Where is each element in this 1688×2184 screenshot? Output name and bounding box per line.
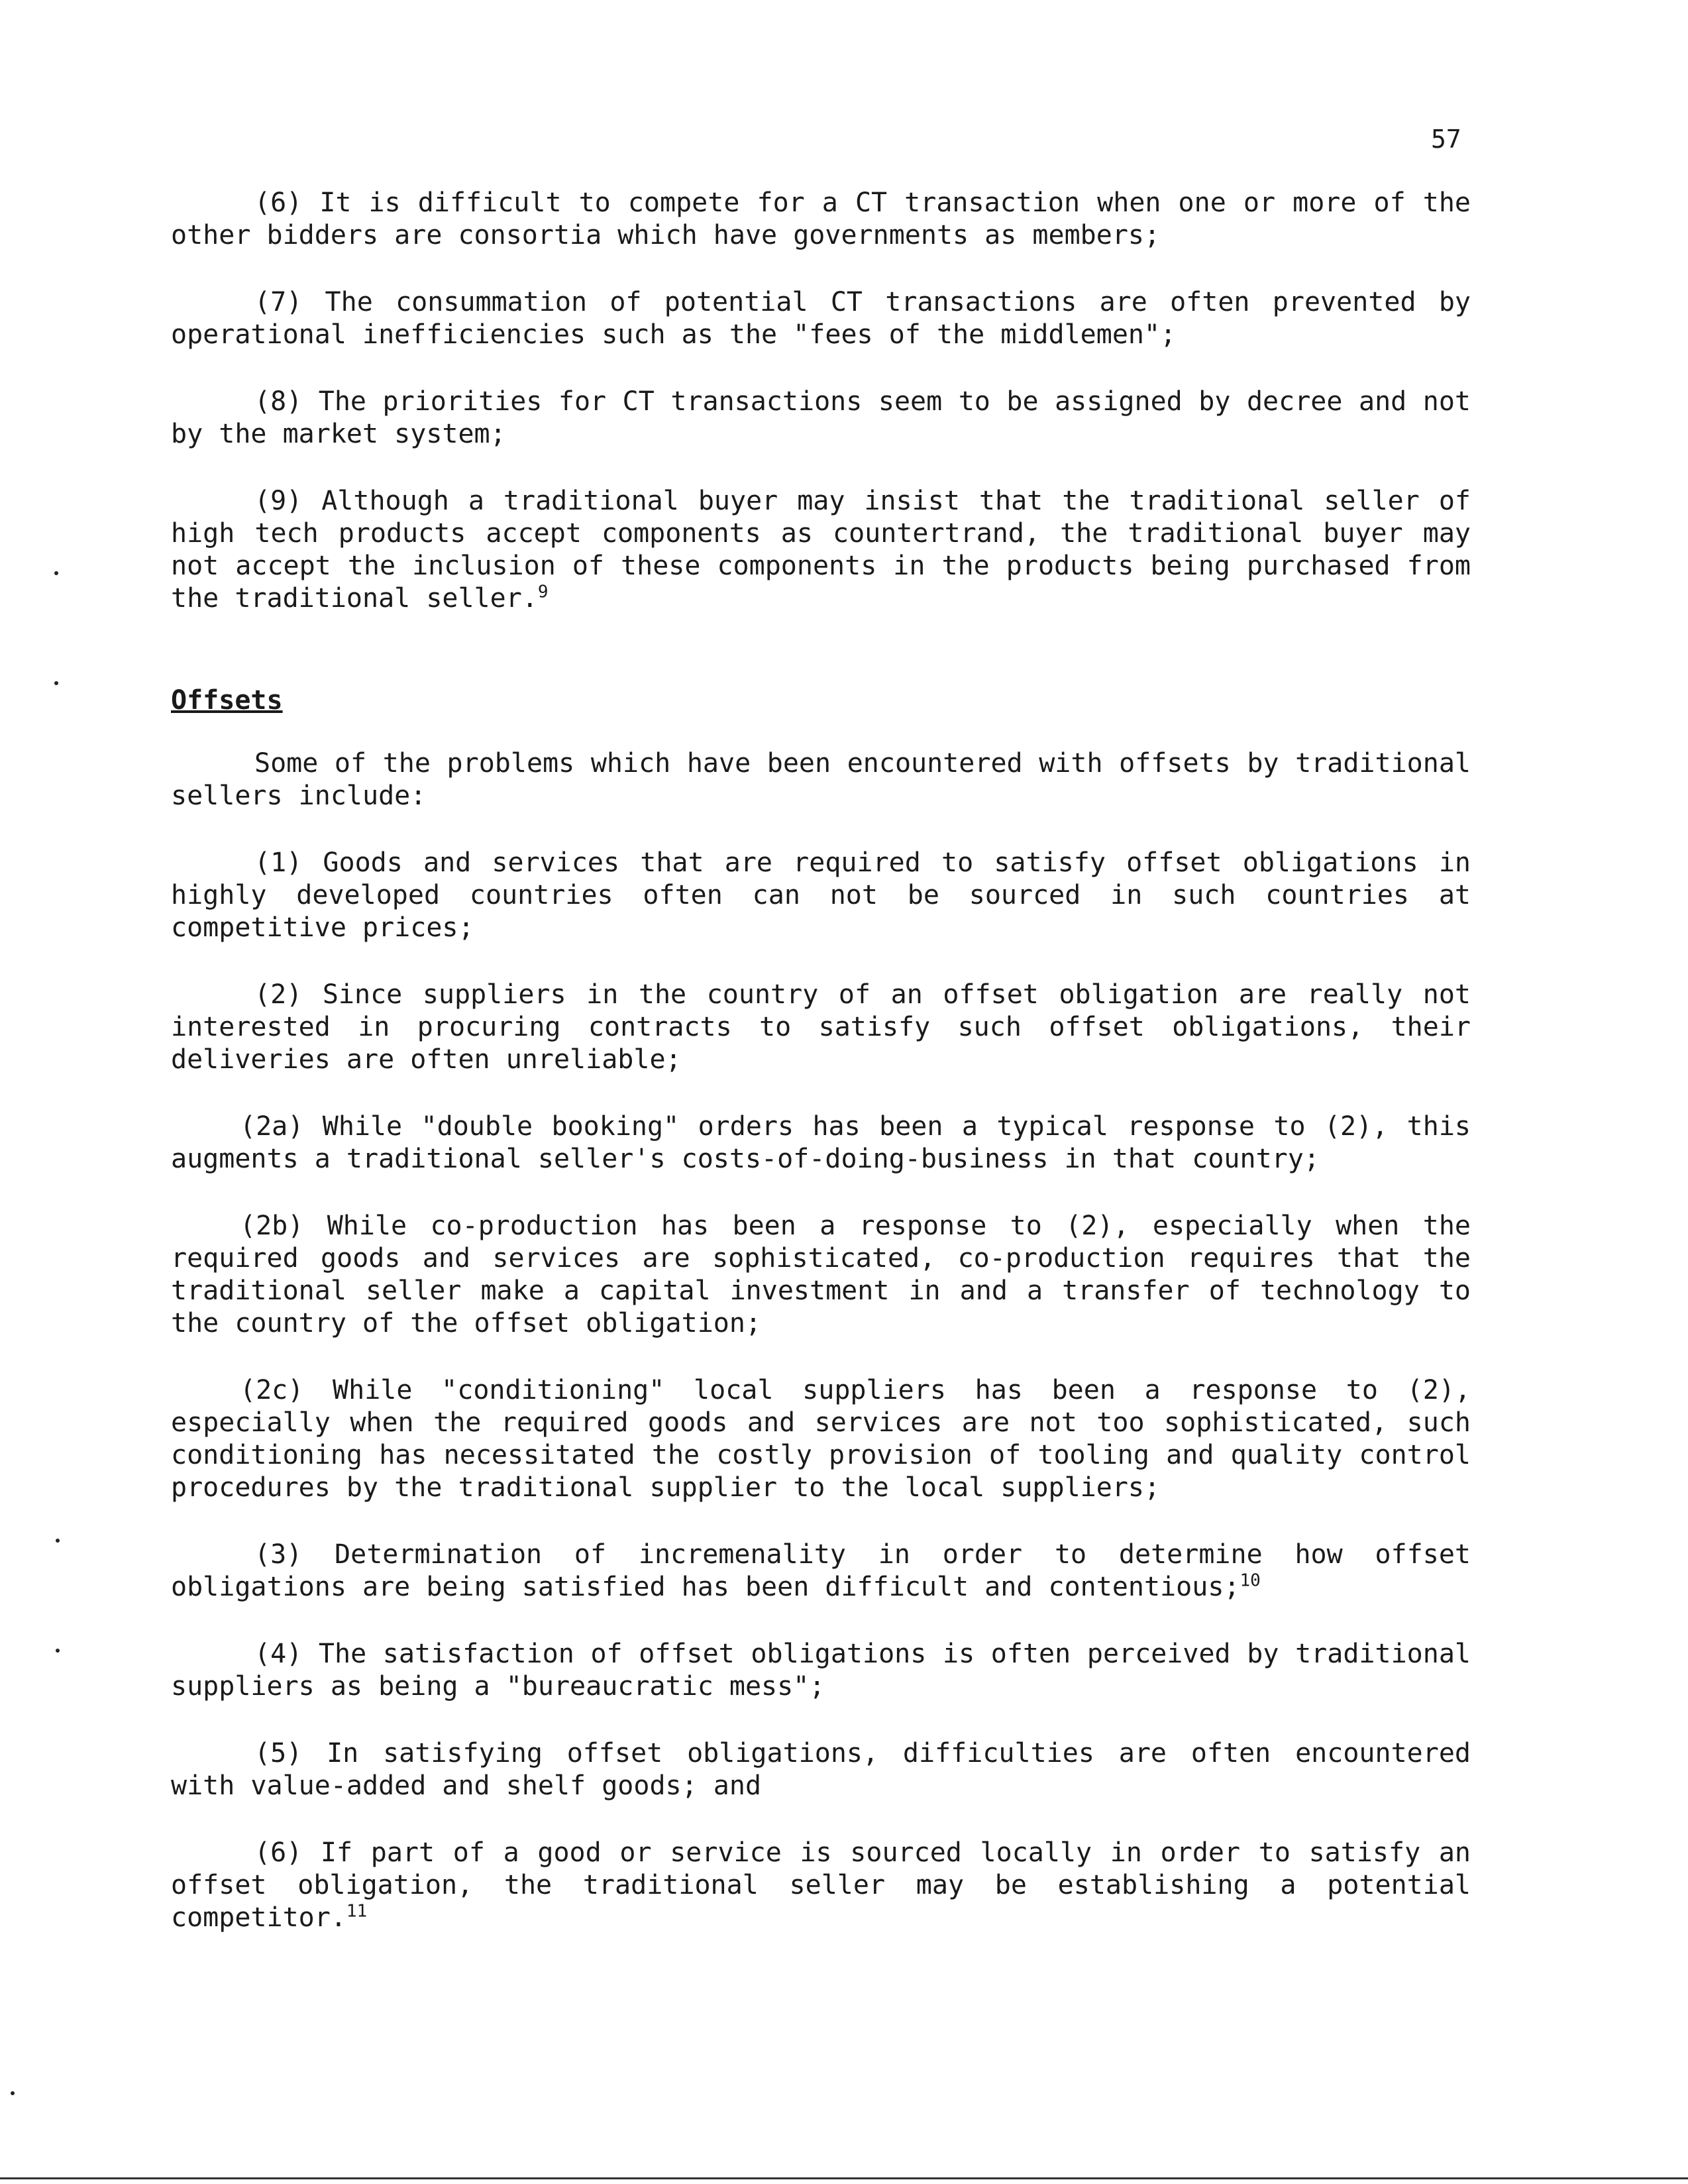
scan-speck bbox=[54, 681, 58, 685]
scan-speck bbox=[56, 1539, 60, 1543]
list-item bbox=[171, 1210, 1471, 1340]
footnote-marker: 10 bbox=[1240, 1570, 1261, 1591]
list-item-text: (8) The priorities for CT transactions seem to be assigned by decree and not by the market system; bbox=[171, 386, 1471, 449]
section-heading-offsets: Offsets bbox=[171, 685, 283, 716]
list-item-text: (7) The consummation of potential CT transactions are often prevented by operational inefficiencies such as the "fees of the middlemen"; bbox=[171, 287, 1471, 350]
list-item-text: (2a) While "double booking" orders has been a typical response to (2), this augments a traditional seller's costs-of-doing-business in that country; bbox=[171, 1111, 1471, 1174]
list-item-text: (2c) While "conditioning" local suppliers has been a response to (2), especially when the required goods and services are not too sophisticated, such conditioning has necessitated the costly provision of tooling and quality control procedures by the traditional supplier to the local suppliers; bbox=[171, 1375, 1471, 1503]
scan-speck bbox=[11, 2091, 15, 2095]
section-intro bbox=[171, 747, 1471, 812]
list-item bbox=[171, 1638, 1471, 1703]
section-intro-text: Some of the problems which have been encountered with offsets by traditional sellers include: bbox=[171, 748, 1471, 811]
list-item-text: (4) The satisfaction of offset obligations is often perceived by traditional suppliers as being a "bureaucratic mess"; bbox=[171, 1639, 1471, 1702]
list-item bbox=[171, 1837, 1471, 1934]
list-item bbox=[171, 187, 1471, 252]
list-item-text: (9) Although a traditional buyer may insist that the traditional seller of high tech products accept components as countertrand, the traditional buyer may not accept the inclusion of these components in the products being purchased from the traditional seller. bbox=[171, 486, 1471, 614]
footnote-marker: 11 bbox=[346, 1901, 368, 1922]
list-item bbox=[171, 386, 1471, 451]
page-bottom-edge bbox=[0, 2177, 1688, 2179]
list-item-text: (5) In satisfying offset obligations, difficulties are often encountered with value-added and shelf goods; and bbox=[171, 1738, 1471, 1801]
list-item bbox=[171, 1737, 1471, 1802]
list-item-text: (2b) While co-production has been a response to (2), especially when the required goods and services are sophisticated, co-production requires that the traditional seller make a capital investment in and a transfer of technology to the country of the offset obligation; bbox=[171, 1211, 1471, 1338]
scan-speck bbox=[56, 1649, 60, 1653]
list-item bbox=[171, 286, 1471, 351]
list-item-text: (6) If part of a good or service is sourced locally in order to satisfy an offset obligation, the traditional seller may be establishing a potential competitor. bbox=[171, 1837, 1471, 1933]
list-item-text: (2) Since suppliers in the country of an offset obligation are really not interested in procuring contracts to satisfy such offset obligations, their deliveries are often unreliable; bbox=[171, 979, 1471, 1075]
list-item bbox=[171, 1374, 1471, 1504]
list-item bbox=[171, 979, 1471, 1076]
scan-speck bbox=[54, 571, 58, 575]
list-item-text: (1) Goods and services that are required to satisfy offset obligations in highly developed countries often can not be sourced in such countries at competitive prices; bbox=[171, 847, 1471, 943]
list-item bbox=[171, 485, 1471, 615]
list-item-text: (6) It is difficult to compete for a CT transaction when one or more of the other bidders are consortia which have governments as members; bbox=[171, 188, 1471, 250]
list-item bbox=[171, 1539, 1471, 1604]
page-body bbox=[171, 187, 1471, 1969]
page-number: 57 bbox=[1431, 125, 1461, 154]
footnote-marker: 9 bbox=[537, 582, 549, 602]
list-item bbox=[171, 1111, 1471, 1175]
list-item-text: (3) Determination of incremenality in order to determine how offset obligations are being satisfied has been difficult and contentious; bbox=[171, 1539, 1471, 1602]
list-item bbox=[171, 847, 1471, 944]
